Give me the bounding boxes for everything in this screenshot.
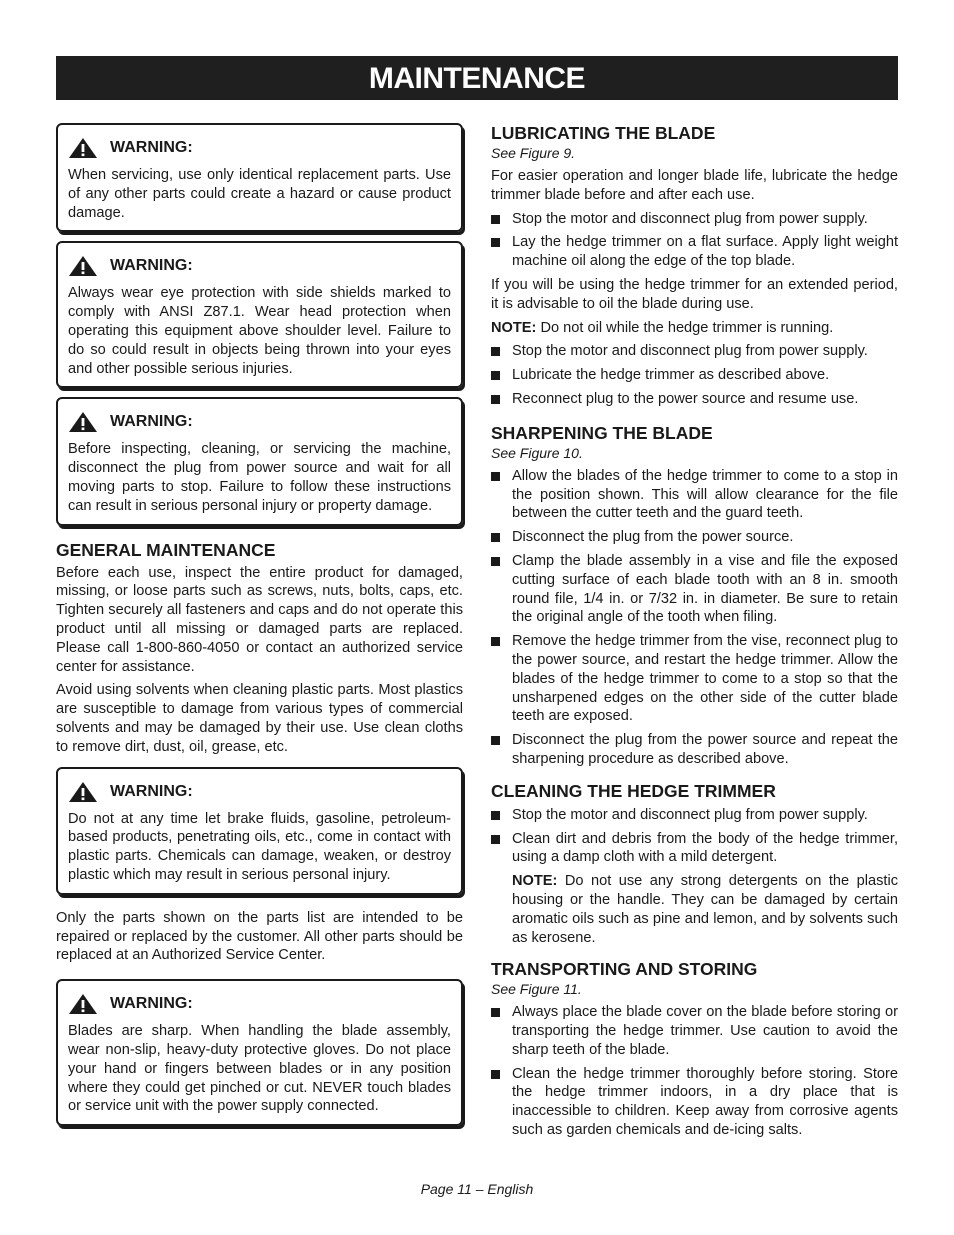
- list-item: Clamp the blade assembly in a vise and file the exposed cutting surface of each blade tooth with an 8 in. smooth round file, 1/4 in. or 7/32 in. in diameter. Be sure to retain the original angle of the tooth when filing.: [491, 552, 898, 627]
- right-column: [491, 123, 898, 1145]
- warning-box: [56, 123, 463, 232]
- bullet-square-icon: [491, 395, 500, 404]
- warning-triangle-icon: [68, 993, 98, 1015]
- list-item: Stop the motor and disconnect plug from power supply.: [491, 342, 898, 361]
- list-item: Stop the motor and disconnect plug from power supply.: [491, 210, 898, 229]
- section-heading-general-maintenance: GENERAL MAINTENANCE: [56, 539, 276, 560]
- bullet-square-icon: [491, 347, 500, 356]
- warning-triangle-icon: [68, 411, 98, 433]
- bullet-square-icon: [491, 736, 500, 745]
- figure-reference: See Figure 11.: [491, 981, 582, 998]
- warning-box: [56, 979, 463, 1126]
- bullet-square-icon: [491, 1008, 500, 1017]
- note: NOTE: Do not use any strong detergents on the plastic housing or the handle. They can be damaged by certain aromatic oils such as pine and lemon, and by solvents such as kerosene.: [512, 873, 898, 946]
- warning-text: Blades are sharp. When handling the blade assembly, wear non-slip, heavy-duty protective gloves. Do not place your hand or fingers between blades or in any position where they could get pinched or cut. NEVER touch blades or service unit with the power supply connected.: [68, 1023, 451, 1115]
- list-item: Allow the blades of the hedge trimmer to come to a stop in the position shown. This will allow clearance for the file between the cutter teeth and the guard teeth.: [491, 467, 898, 523]
- bullet-square-icon: [491, 557, 500, 566]
- list-item: Reconnect plug to the power source and resume use.: [491, 390, 898, 409]
- general-paragraph: Before each use, inspect the entire product for damaged, missing, or loose parts such as screws, nuts, bolts, caps, etc. Tighten securely all fasteners and caps and do not operate this product until all missing or damaged parts are replaced. Please call 1-800-860-4050 or contact an authorized service center for assistance.: [56, 564, 463, 675]
- list-item: Clean the hedge trimmer thoroughly before storing. Store the hedge trimmer indoors, in a dry place that is inaccessible to children. Keep away from corrosive agents such as garden chemicals and de-icing salts.: [491, 1065, 898, 1140]
- list-item: Disconnect the plug from the power source and repeat the sharpening procedure as described above.: [491, 731, 898, 769]
- figure-reference: See Figure 10.: [491, 444, 583, 461]
- warning-text: When servicing, use only identical replacement parts. Use of any other parts could create a hazard or cause product damage.: [68, 167, 451, 221]
- bullet-list: [491, 1003, 898, 1140]
- warning-box: [56, 241, 463, 388]
- bullet-square-icon: [491, 811, 500, 820]
- figure-reference: See Figure 9.: [491, 145, 576, 161]
- lubricating-paragraph: If you will be using the hedge trimmer for an extended period, it is advisable to oil the blade during use.: [491, 276, 898, 312]
- list-item: Lubricate the hedge trimmer as described above.: [491, 366, 898, 385]
- warning-box: [56, 397, 463, 525]
- section-heading-cleaning: CLEANING THE HEDGE TRIMMER: [491, 780, 776, 801]
- general-paragraph: Only the parts shown on the parts list are intended to be repaired or replaced by the customer. All other parts should be replaced at an Authorized Service Center.: [56, 909, 463, 964]
- section-heading-lubricating: LUBRICATING THE BLADE: [491, 123, 716, 143]
- lubricating-intro: For easier operation and longer blade life, lubricate the hedge trimmer blade before and after each use.: [491, 168, 898, 203]
- list-item: Stop the motor and disconnect plug from power supply.: [491, 806, 898, 825]
- warning-triangle-icon: [68, 137, 98, 159]
- page-title: MAINTENANCE: [56, 56, 898, 100]
- warning-box: [56, 767, 463, 895]
- bullet-list: [491, 210, 898, 271]
- list-item: Clean dirt and debris from the body of the hedge trimmer, using a damp cloth with a mild detergent.: [491, 830, 898, 868]
- warning-text: Before inspecting, cleaning, or servicing the machine, disconnect the plug from power source and wait for all moving parts to stop. Failure to follow these instructions can result in serious personal injury or property damage.: [68, 441, 451, 514]
- list-item: Always place the blade cover on the blade before storing or transporting the hedge trimmer. Use caution to avoid the sharp teeth of the blade.: [491, 1003, 898, 1059]
- warning-label: WARNING:: [110, 782, 193, 800]
- bullet-list: [491, 467, 898, 769]
- note: NOTE: Do not oil while the hedge trimmer is running.: [491, 319, 834, 336]
- warning-label: WARNING:: [110, 257, 193, 275]
- warning-label: WARNING:: [110, 413, 193, 431]
- list-item: Remove the hedge trimmer from the vise, reconnect plug to the power source, and restart the hedge trimmer. Allow the blades of the hedge trimmer to come to a stop so that the unsharpened edges on the other side of the cutter blade teeth are exposed.: [491, 632, 898, 726]
- bullet-square-icon: [491, 215, 500, 224]
- bullet-square-icon: [491, 835, 500, 844]
- list-item: Disconnect the plug from the power source.: [491, 528, 898, 547]
- bullet-square-icon: [491, 472, 500, 481]
- warning-triangle-icon: [68, 781, 98, 803]
- bullet-list: [491, 342, 898, 408]
- warning-text: Do not at any time let brake fluids, gasoline, petroleum-based products, penetrating oils, etc., come in contact with plastic parts. Chemicals can damage, weaken, or destroy plastic which may result in serious personal injury.: [68, 810, 451, 883]
- warning-label: WARNING:: [110, 995, 193, 1013]
- warning-text: Always wear eye protection with side shields marked to comply with ANSI Z87.1. Wear head protection when operating this equipment above shoulder level. Failure to do so could result in objects being thrown into your eyes and other possible serious injuries.: [68, 285, 451, 377]
- bullet-square-icon: [491, 1070, 500, 1079]
- bullet-square-icon: [491, 637, 500, 646]
- warning-label: WARNING:: [110, 139, 193, 156]
- section-heading-transporting: TRANSPORTING AND STORING: [491, 959, 758, 980]
- bullet-square-icon: [491, 371, 500, 380]
- section-heading-sharpening: SHARPENING THE BLADE: [491, 422, 713, 443]
- bullet-square-icon: [491, 533, 500, 542]
- page-footer: Page 11 – English: [420, 1181, 534, 1197]
- warning-triangle-icon: [68, 255, 98, 277]
- bullet-square-icon: [491, 238, 500, 247]
- general-paragraph: Avoid using solvents when cleaning plastic parts. Most plastics are susceptible to damage from various types of commercial solvents and may be damaged by their use. Use clean cloths to remove dirt, dust, oil, grease, etc.: [56, 682, 463, 755]
- bullet-list: [491, 806, 898, 867]
- left-column: [56, 123, 463, 1135]
- list-item: Lay the hedge trimmer on a flat surface. Apply light weight machine oil along the edge of the top blade.: [491, 233, 898, 271]
